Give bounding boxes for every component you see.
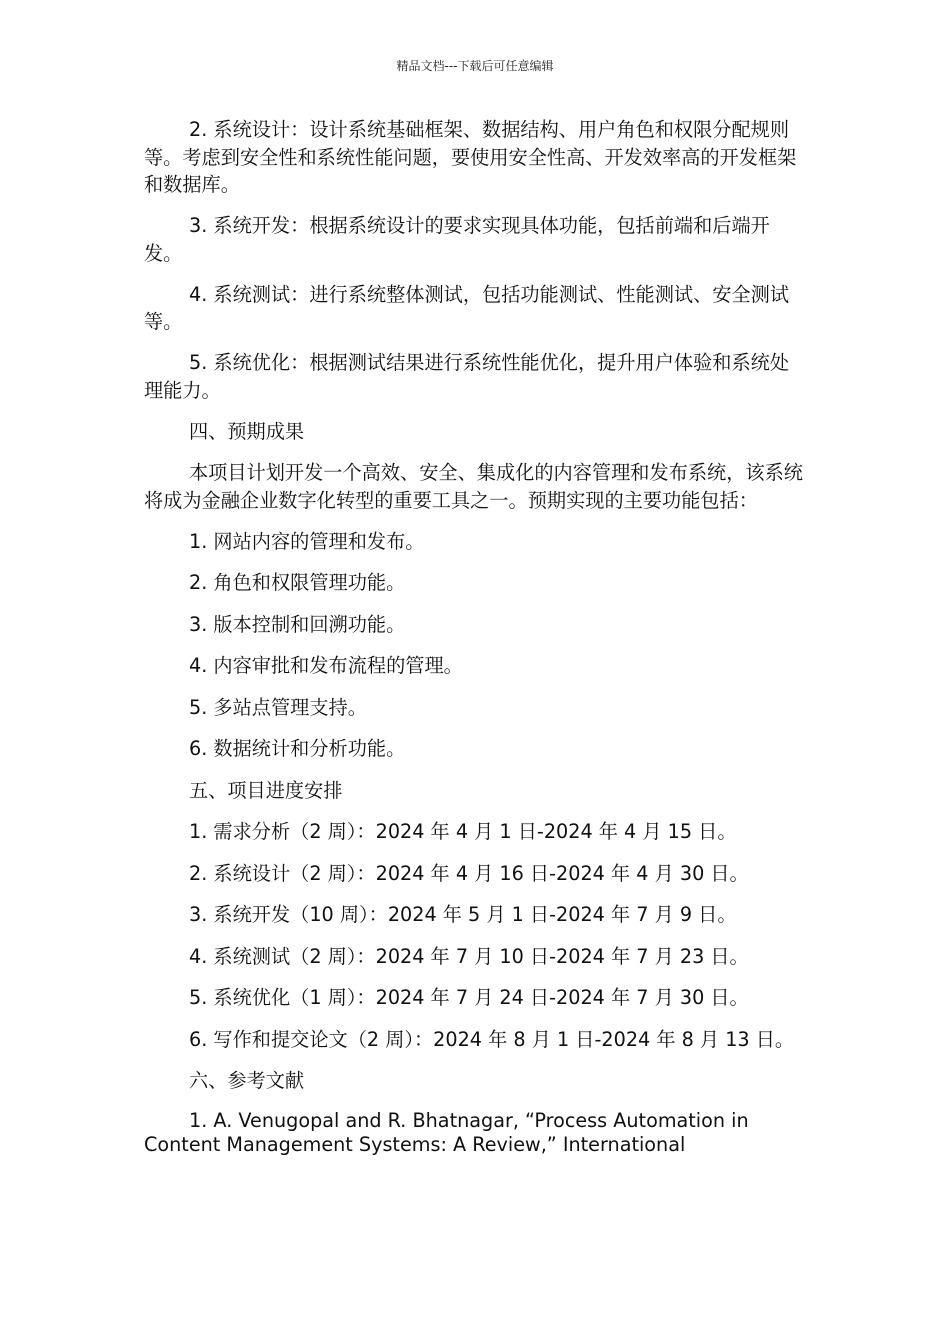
section-heading-schedule: 五、项目进度安排 bbox=[189, 778, 343, 802]
page-header: 精品文档---下载后可任意编辑 bbox=[396, 59, 554, 73]
schedule-item: 4. 系统测试（2 周）：2024 年 7 月 10 日-2024 年 7 月 23 日。 bbox=[189, 944, 749, 968]
list-item: 5. 多站点管理支持。 bbox=[189, 695, 367, 719]
schedule-item: 2. 系统设计（2 周）：2024 年 4 月 16 日-2024 年 4 月 30 日。 bbox=[189, 861, 749, 885]
section-heading-references: 六、参考文献 bbox=[189, 1069, 305, 1092]
schedule-item: 1. 需求分析（2 周）：2024 年 4 月 1 日-2024 年 4 月 15 日。 bbox=[189, 820, 737, 843]
reference-item: 1. A. Venugopal and R. Bhatnagar, “Process Automation in Content Management Systems: A Review,” International bbox=[144, 1108, 749, 1156]
section-heading-expected-results: 四、预期成果 bbox=[189, 419, 305, 443]
list-item: 4. 内容审批和发布流程的管理。 bbox=[189, 654, 463, 677]
process-step: 3. 系统开发：根据系统设计的要求实现具体功能，包括前端和后端开发。 bbox=[144, 214, 770, 265]
list-item: 6. 数据统计和分析功能。 bbox=[189, 737, 406, 760]
document-body bbox=[144, 116, 804, 1157]
expected-results-intro: 本项目计划开发一个高效、安全、集成化的内容管理和发布系统，该系统将成为金融企业数字化转型的重要工具之一。预期实现的主要功能包括： bbox=[144, 461, 803, 512]
list-item: 1. 网站内容的管理和发布。 bbox=[189, 529, 425, 553]
list-item: 3. 版本控制和回溯功能。 bbox=[189, 612, 406, 636]
process-step: 2. 系统设计：设计系统基础框架、数据结构、用户角色和权限分配规则等。考虑到安全性和系统性能问题，要使用安全性高、开发效率高的开发框架和数据库。 bbox=[144, 118, 797, 196]
schedule-item: 5. 系统优化（1 周）：2024 年 7 月 24 日-2024 年 7 月 30 日。 bbox=[189, 986, 749, 1009]
process-step: 4. 系统测试：进行系统整体测试，包括功能测试、性能测试、安全测试等。 bbox=[144, 282, 790, 333]
schedule-item: 6. 写作和提交论文（2 周）：2024 年 8 月 1 日-2024 年 8 月 13 日。 bbox=[189, 1027, 795, 1051]
process-step: 5. 系统优化：根据测试结果进行系统性能优化，提升用户体验和系统处理能力。 bbox=[144, 351, 790, 402]
schedule-item: 3. 系统开发（10 周）：2024 年 5 月 1 日-2024 年 7 月 9 日。 bbox=[189, 903, 737, 926]
list-item: 2. 角色和权限管理功能。 bbox=[189, 571, 406, 594]
